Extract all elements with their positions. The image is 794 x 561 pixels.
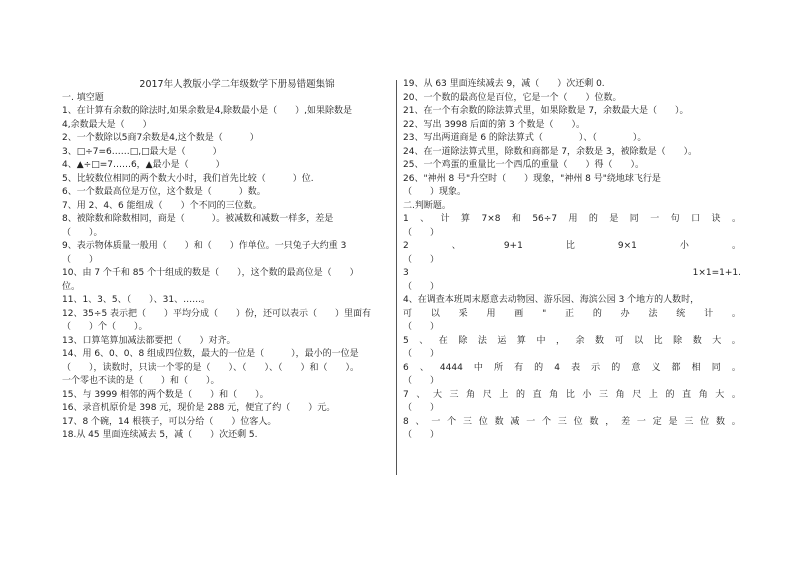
statement-token: 。 [731, 214, 741, 224]
statement-token: 、 [420, 214, 430, 224]
statement-token: 计 [704, 308, 714, 319]
question-line: 23、写出两道商是 6 的除法算式（ ）、（ ）。 [403, 133, 647, 143]
statement-token: 以 [430, 308, 440, 319]
statement-token: 9+1 [503, 241, 523, 251]
question-line: （ ） [62, 254, 99, 265]
statement-token: 一 [431, 416, 441, 427]
statement-token: 的 [534, 362, 544, 373]
statement-token: 上 [648, 389, 658, 400]
statement-token: 减 [510, 416, 520, 427]
question-line: 15、与 3999 相邻的两个数是（ ）和（ ）。 [62, 389, 269, 400]
statement-token: 3 [403, 268, 409, 278]
left-question-list [62, 92, 412, 443]
statement-token: 三 [684, 416, 694, 427]
statement-token: 画 [514, 308, 524, 319]
question-line: 4、▲÷□=7……6，▲最小是（ ） [62, 160, 225, 170]
statement-token: 都 [671, 362, 681, 373]
question-line: 2、一个数除以5商7余数是4,这个数是（ ） [62, 133, 259, 143]
statement-token: 1×1=1+1. [692, 268, 741, 278]
statement-token: 个 [447, 416, 457, 427]
statement-token: 、 [416, 389, 426, 400]
statement-token: 数 [715, 416, 725, 427]
statement-token: 正 [565, 308, 575, 319]
statement-token: 相 [691, 362, 701, 373]
statement-token: 。 [731, 416, 741, 427]
statement-token: 大 [712, 335, 722, 346]
statement-token: 、 [451, 241, 461, 251]
question-line: 一个零也不读的是（ ）和（ ）。 [62, 376, 220, 386]
answer-blank[interactable]: （ ） [403, 254, 440, 265]
statement-token: 角 [549, 389, 559, 400]
question-line: 20、一个数的最高位是百位，它是一个（ ）位数。 [403, 92, 622, 103]
statement-token: 有 [514, 362, 524, 373]
statement-token: 是 [609, 214, 619, 224]
statement-token: 角 [466, 389, 476, 400]
question-line: 26、"神州 8 号"升空时（ ）现象，"神州 8 号"绕地球飞行是 [403, 173, 661, 184]
question-line: 9、表示物体质量一般用（ ）和（ ）作单位。一只兔子大约重 3 [62, 241, 347, 251]
statement-token: 小 [679, 241, 689, 251]
statement-token: 法 [648, 308, 658, 319]
judgment-intro: 4、在调查本班周末愿意去动物园、游乐园、海滨公园 3 个地方的人数时， [403, 295, 700, 305]
statement-token: 大 [715, 389, 725, 400]
statement-token: 数 [595, 335, 605, 346]
statement-token: 可 [614, 335, 624, 346]
question-line: 12、35÷5 表示把（ ）平均分成（ ）份，还可以表示（ ）里面有 [62, 308, 372, 319]
statement-token: 的 [592, 308, 602, 319]
statement-token: 角 [698, 389, 708, 400]
statement-token: 除 [673, 335, 683, 346]
statement-token: 表 [571, 362, 581, 373]
statement-token: 余 [575, 335, 585, 346]
answer-blank[interactable]: （ ） [403, 430, 440, 440]
statement-token: 所 [493, 362, 503, 373]
statement-token: 办 [620, 308, 630, 319]
statement-token: 用 [568, 214, 578, 224]
question-line: 1、在计算有余数的除法时,如果余数是4,除数最小是（ ）,如果除数是 [62, 106, 353, 116]
question-line: 7、用 2、4、6 能组成（ ）个不同的三位数。 [62, 200, 262, 211]
statement-token: 的 [665, 389, 675, 400]
question-line: 11、1、3、5、（ ）、31、……。 [62, 295, 211, 305]
statement-token: 大 [432, 389, 442, 400]
statement-token: 的 [515, 389, 525, 400]
statement-token: 一 [650, 214, 660, 224]
question-line: （ ）个（ ）。 [62, 322, 148, 332]
question-line: 4,余数最大是（ ） [62, 119, 152, 130]
statement-token: 1 [403, 214, 409, 224]
question-line: 8、被除数和除数相同，商是（ ）。被减数和减数一样多，差是 [62, 214, 334, 224]
judgment-statement [403, 213, 741, 227]
statement-token: 位 [573, 416, 583, 427]
answer-blank[interactable]: （ ） [403, 349, 440, 359]
statement-token: 中 [473, 362, 483, 373]
left-column [62, 78, 412, 443]
statement-token: 以 [634, 335, 644, 346]
question-line: 10、由 7 个千和 85 个十组成的数是（ ），这个数的最高位是（ ） [62, 268, 359, 278]
section-heading: 二.判断题。 [403, 200, 451, 211]
statement-token: 小 [582, 389, 592, 400]
right-column [403, 78, 741, 443]
statement-token: 56÷7 [532, 214, 558, 224]
statement-token: 比 [565, 241, 575, 251]
statement-token: 在 [438, 335, 448, 346]
statement-token: 计 [440, 214, 450, 224]
document-title: 2017年人教版小学二年级数学下册易错题集锦 [139, 79, 335, 90]
statement-token: 算 [516, 335, 526, 346]
judgment-statement [403, 240, 741, 254]
statement-token: 同 [711, 362, 721, 373]
question-line: 25、一个鸡蛋的重量比一个西瓜的重量（ ）得（ ）。 [403, 160, 644, 170]
statement-token: 差 [621, 416, 631, 427]
statement-token: 的 [588, 214, 598, 224]
statement-token: 采 [458, 308, 468, 319]
statement-token: 定 [652, 416, 662, 427]
question-line: 3、□÷7=6……□,□最大是（ ） [62, 146, 222, 157]
statement-token: 可 [403, 308, 413, 319]
statement-token: 的 [611, 362, 621, 373]
judgment-list [403, 213, 741, 443]
statement-token: 角 [615, 389, 625, 400]
section-heading: 一. 填空题 [62, 92, 104, 103]
judgment-statement [403, 389, 741, 403]
question-line: 17、8 个碗，14 根筷子，可以分给（ ）位客人。 [62, 416, 277, 427]
statement-token: 直 [682, 389, 692, 400]
question-line: 6、一个数最高位是万位，这个数是（ ）数。 [62, 187, 266, 197]
statement-token: 中 [536, 335, 546, 346]
statement-token: 法 [477, 335, 487, 346]
statement-token: 。 [731, 362, 741, 373]
judgment-statement [403, 267, 741, 281]
question-line: 18.从 45 里面连续减去 5，减（ ）次还剩 5. [62, 430, 258, 440]
statement-token: 示 [591, 362, 601, 373]
statement-token: ， [555, 335, 565, 346]
statement-token: 。 [731, 308, 741, 319]
statement-token: 一 [636, 416, 646, 427]
statement-token: 一 [526, 416, 536, 427]
statement-token: 三 [462, 416, 472, 427]
question-line: （ ）现象。 [403, 187, 467, 197]
statement-token: 2 [403, 241, 409, 251]
statement-token: ， [605, 416, 615, 427]
statement-token: 8 [403, 416, 409, 427]
question-line: 19、从 63 里面连续减去 9，减（ ）次还剩 0. [403, 79, 605, 89]
statement-token: 、 [419, 362, 429, 373]
question-line: （ ）。 [62, 227, 103, 238]
statement-token: 除 [458, 335, 468, 346]
statement-token: 6 [403, 362, 409, 373]
answer-blank[interactable]: （ ） [403, 322, 440, 332]
statement-token: 上 [499, 389, 509, 400]
statement-token: " [542, 308, 547, 319]
statement-token: 用 [486, 308, 496, 319]
answer-blank[interactable]: （ ） [403, 281, 440, 292]
statement-token: 个 [542, 416, 552, 427]
question-line: （ ），读数时，只读一个零的是（ ）、（ ）、（ ）和（ ）。 [62, 362, 360, 373]
statement-token: 三 [557, 416, 567, 427]
statement-token: 运 [497, 335, 507, 346]
question-line: 5、比较数位相同的两个数大小时，我们首先比较（ ）位. [62, 173, 314, 184]
right-question-list [403, 78, 741, 213]
statement-token: 同 [629, 214, 639, 224]
statement-token: 尺 [632, 389, 642, 400]
question-line: 位。 [62, 281, 81, 292]
statement-token: 。 [731, 389, 741, 400]
question-line: 14、用 6、0、0、8 组成四位数，最大的一位是（ ），最小的一位是 [62, 349, 359, 359]
statement-token: 比 [565, 389, 575, 400]
statement-token: 7 [403, 389, 409, 400]
statement-token: 三 [599, 389, 609, 400]
statement-token: 算 [461, 214, 471, 224]
question-line: 24、在一道除法算式里，除数和商都是 7，余数是 3，被除数是（ ）。 [403, 146, 698, 157]
statement-token: 三 [449, 389, 459, 400]
statement-token: 数 [589, 416, 599, 427]
statement-token: 、 [419, 335, 429, 346]
statement-token: 5 [403, 335, 409, 346]
statement-token: 、 [415, 416, 425, 427]
statement-token: 。 [731, 241, 741, 251]
question-line: 13、口算笔算加减法都要把（ ）对齐。 [62, 335, 236, 346]
statement-token: 尺 [482, 389, 492, 400]
statement-token: 位 [478, 416, 488, 427]
question-line: 21、在一个有余数的除法算式里，如果除数是 7，余数最大是（ ）。 [403, 106, 689, 116]
statement-token: 口 [691, 214, 701, 224]
answer-blank[interactable]: （ ） [403, 227, 440, 238]
statement-token: 7×8 [481, 214, 501, 224]
statement-token: 位 [700, 416, 710, 427]
judgment-statement [403, 416, 741, 430]
statement-token: 数 [692, 335, 702, 346]
statement-token: 比 [653, 335, 663, 346]
statement-token: 句 [670, 214, 680, 224]
question-line: 22、写出 3998 后面的第 3 个数是（ ）。 [403, 119, 586, 130]
statement-token: 4444 [439, 362, 463, 373]
judgment-statement [403, 362, 741, 376]
statement-token: 。 [731, 335, 741, 346]
judgment-statement [403, 308, 741, 322]
statement-token: 是 [668, 416, 678, 427]
answer-blank[interactable]: （ ） [403, 376, 440, 386]
statement-token: 和 [511, 214, 521, 224]
statement-token: 直 [532, 389, 542, 400]
statement-token: 4 [554, 362, 560, 373]
statement-token: 统 [676, 308, 686, 319]
statement-token: 意 [631, 362, 641, 373]
statement-token: 数 [494, 416, 504, 427]
judgment-statement [403, 335, 741, 349]
question-line: 16、录音机原价是 398 元，现价是 288 元，便宜了约（ ）元。 [62, 403, 336, 413]
statement-token: 义 [651, 362, 661, 373]
statement-token: 诀 [711, 214, 721, 224]
statement-token: 9×1 [617, 241, 637, 251]
answer-blank[interactable]: （ ） [403, 403, 440, 413]
column-divider [396, 80, 397, 475]
